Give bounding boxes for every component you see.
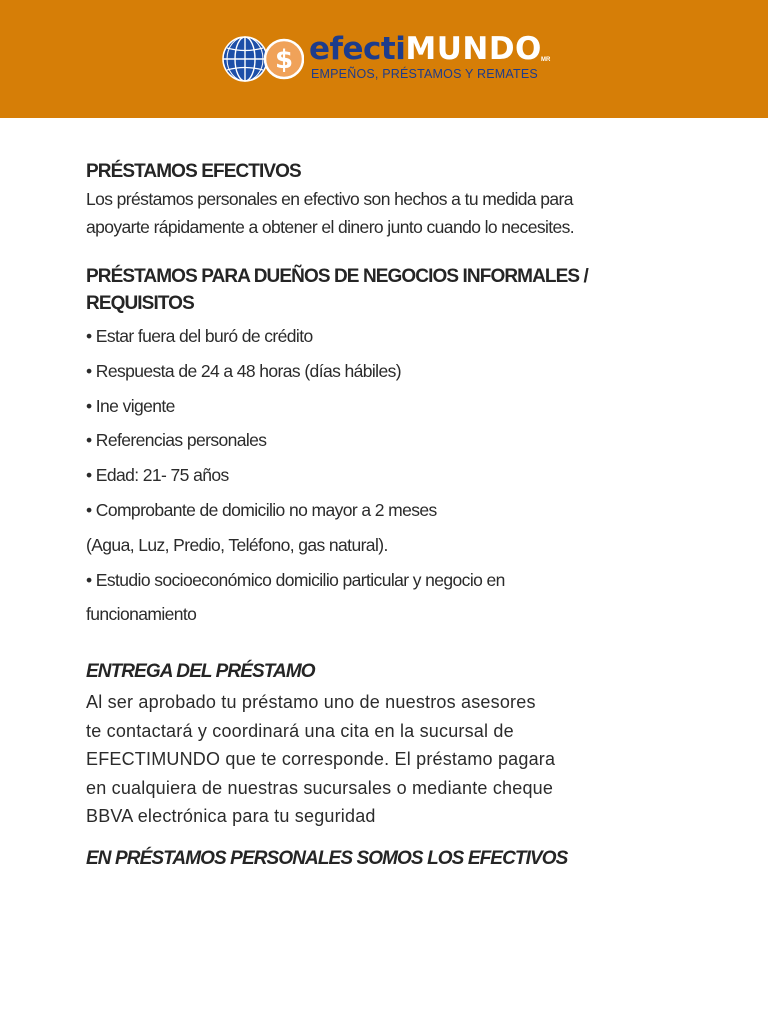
section-title-line: PRÉSTAMOS PARA DUEÑOS DE NEGOCIOS INFORMALES / (86, 266, 588, 287)
svg-text:$: $ (274, 45, 294, 75)
list-item: (Agua, Luz, Predio, Teléfono, gas natural). (86, 534, 388, 555)
section-body (86, 688, 726, 831)
section-entrega-prestamo (86, 658, 726, 831)
section-text-line: Los préstamos personales en efectivo son hechos a tu medida para (86, 189, 573, 209)
closing-slogan: EN PRÉSTAMOS PERSONALES SOMOS LOS EFECTIVOS (86, 847, 568, 869)
list-item: • Edad: 21- 75 años (86, 465, 229, 486)
section-title: PRÉSTAMOS EFECTIVOS (86, 161, 301, 182)
list-item: • Referencias personales (86, 430, 267, 451)
efectimundo-logo[interactable] (221, 33, 561, 89)
brand-name-part1: efecti (309, 31, 406, 67)
list-item: • Estudio socioeconómico domicilio particular y negocio en (86, 569, 505, 590)
main-content (86, 158, 726, 872)
dollar-coin-icon (264, 35, 304, 83)
list-item: • Ine vigente (86, 395, 175, 416)
section-requisitos (86, 263, 726, 632)
section-text-line: BBVA electrónica para tu seguridad (86, 806, 376, 827)
requirements-list (86, 319, 726, 632)
section-text-line: Al ser aprobado tu préstamo uno de nuestros asesores (86, 692, 536, 713)
brand-tagline: EMPEÑOS, PRÉSTAMOS Y REMATES (311, 67, 538, 81)
header-banner (0, 0, 768, 118)
list-item: • Comprobante de domicilio no mayor a 2 meses (86, 499, 437, 520)
section-text-line: apoyarte rápidamente a obtener el dinero junto cuando lo necesites. (86, 217, 575, 237)
list-item: funcionamiento (86, 604, 197, 625)
section-text-line: te contactará y coordinará una cita en la sucursal de (86, 720, 514, 741)
section-title-line: REQUISITOS (86, 293, 194, 314)
section-prestamos-efectivos (86, 158, 726, 241)
list-item: • Estar fuera del buró de crédito (86, 326, 313, 346)
list-item: • Respuesta de 24 a 48 horas (días hábiles) (86, 360, 401, 381)
section-text-line: EFECTIMUNDO que te corresponde. El préstamo pagara (86, 749, 556, 770)
brand-name-part2: MUNDO (405, 31, 542, 67)
section-title: ENTREGA DEL PRÉSTAMO (86, 661, 315, 683)
globe-icon (221, 35, 269, 83)
registered-mark: MR (541, 57, 551, 63)
brand-name (309, 30, 542, 68)
section-text-line: en cualquiera de nuestras sucursales o mediante cheque (86, 777, 554, 798)
